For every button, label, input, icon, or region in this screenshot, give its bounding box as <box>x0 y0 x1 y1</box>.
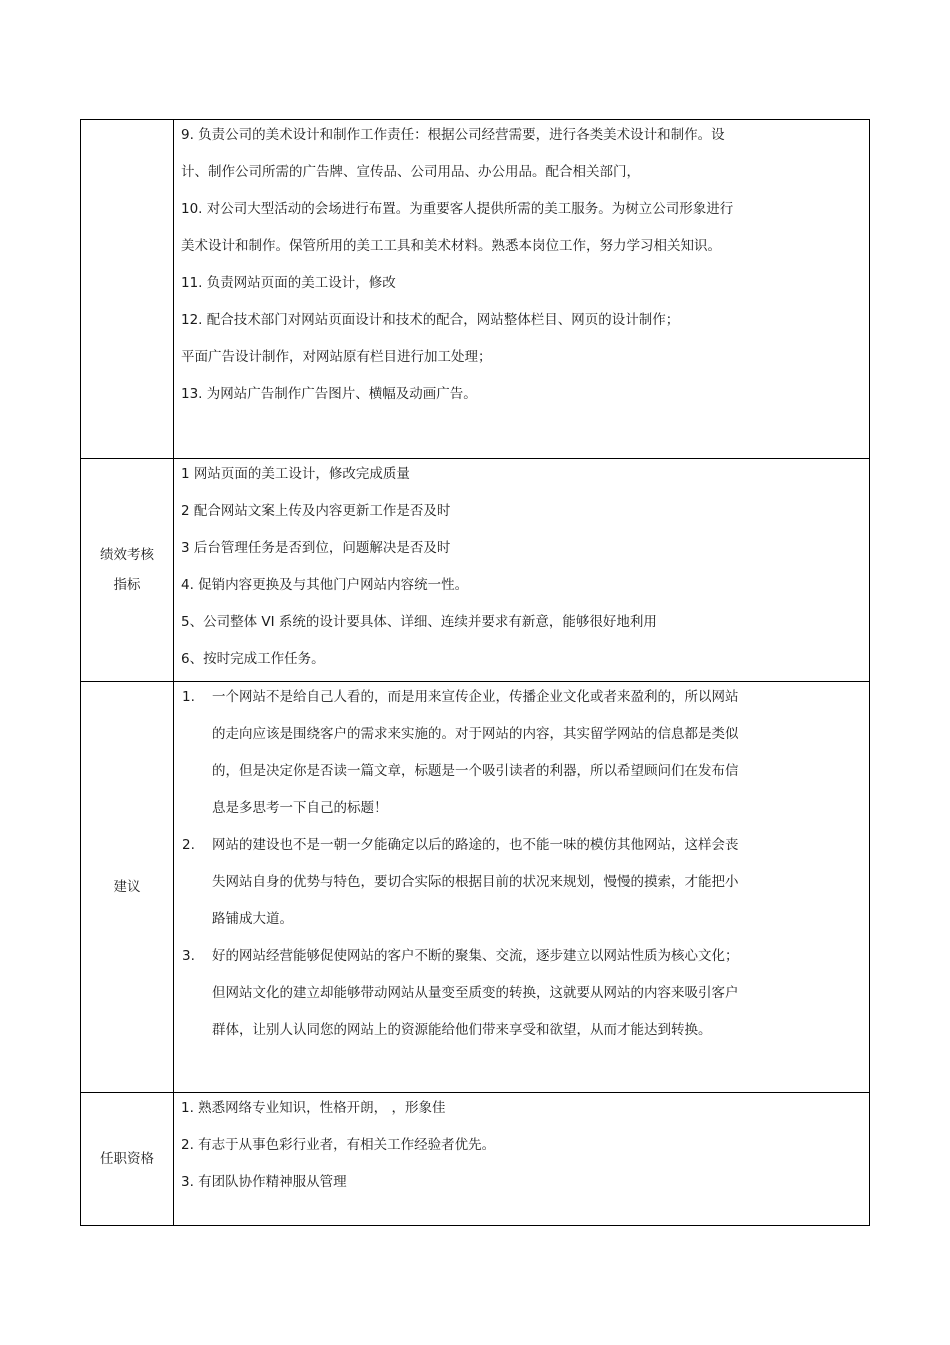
kpi-line: 2 配合网站文案上传及内容更新工作是否及时 <box>181 503 451 519</box>
duty-line: 计、制作公司所需的广告牌、宣传品、公司用品、办公用品。配合相关部门， <box>181 164 640 180</box>
qualifications-row <box>81 1093 870 1226</box>
duty-line: 12. 配合技术部门对网站页面设计和技术的配合，网站整体栏目、网页的设计制作； <box>181 312 680 328</box>
kpi-line: 4. 促销内容更换及与其他门户网站内容统一性。 <box>181 577 469 593</box>
duty-line: 10. 对公司大型活动的会场进行布置。为重要客人提供所需的美工服务。为树立公司形象进行 <box>181 201 734 217</box>
advice-line: 的，但是决定你是否读一篇文章，标题是一个吸引读者的利器，所以希望顾问们在发布信 <box>212 763 739 779</box>
advice-item-number: 2. <box>182 837 195 853</box>
duty-line: 美术设计和制作。保管所用的美工工具和美术材料。熟悉本岗位工作，努力学习相关知识。 <box>181 238 721 254</box>
advice-row <box>81 682 870 1093</box>
kpi-line: 6、按时完成工作任务。 <box>181 651 325 667</box>
advice-item-number: 3. <box>182 948 195 964</box>
kpi-label-line1: 绩效考核 <box>100 547 154 563</box>
advice-line: 但网站文化的建立却能够带动网站从量变至质变的转换，这就要从网站的内容来吸引客户 <box>212 985 739 1001</box>
advice-label-cell <box>81 682 174 1093</box>
qualification-line: 2. 有志于从事色彩行业者，有相关工作经验者优先。 <box>181 1137 496 1153</box>
advice-item <box>181 827 861 938</box>
advice-line: 息是多思考一下自己的标题！ <box>212 800 388 816</box>
advice-item-number: 1. <box>182 689 195 705</box>
advice-line: 一个网站不是给自己人看的，而是用来宣传企业，传播企业文化或者来盈利的，所以网站 <box>212 689 739 705</box>
advice-item <box>181 682 861 827</box>
kpi-content-cell <box>174 459 870 682</box>
qualifications-content-cell <box>174 1093 870 1226</box>
kpi-line: 3 后台管理任务是否到位，问题解决是否及时 <box>181 540 451 556</box>
advice-line: 的走向应该是围绕客户的需求来实施的。对于网站的内容，其实留学网站的信息都是类似 <box>212 726 739 742</box>
qualification-line: 3. 有团队协作精神服从管理 <box>181 1174 347 1190</box>
kpi-label-cell <box>81 459 174 682</box>
kpi-line: 1 网站页面的美工设计，修改完成质量 <box>181 466 410 482</box>
duty-line: 9. 负责公司的美术设计和制作工作责任：根据公司经营需要，进行各类美术设计和制作。设 <box>181 127 725 143</box>
qualifications-label: 任职资格 <box>100 1151 154 1167</box>
advice-line: 群体，让别人认同您的网站上的资源能给他们带来享受和欲望，从而才能达到转换。 <box>212 1022 712 1038</box>
duty-line: 平面广告设计制作，对网站原有栏目进行加工处理； <box>181 349 492 365</box>
advice-line: 网站的建设也不是一朝一夕能确定以后的路途的，也不能一味的模仿其他网站，这样会丧 <box>212 837 739 853</box>
kpi-row <box>81 459 870 682</box>
kpi-line: 5、公司整体 VI 系统的设计要具体、详细、连续并要求有新意，能够很好地利用 <box>181 614 657 630</box>
advice-content-cell <box>174 682 870 1093</box>
duties-row <box>81 120 870 459</box>
advice-line: 失网站自身的优势与特色，要切合实际的根据目前的状况来规划，慢慢的摸索，才能把小 <box>212 874 739 890</box>
duty-line: 11. 负责网站页面的美工设计，修改 <box>181 275 396 291</box>
advice-line: 路铺成大道。 <box>212 911 293 927</box>
advice-line: 好的网站经营能够促使网站的客户不断的聚集、交流，逐步建立以网站性质为核心文化； <box>212 948 739 964</box>
advice-item <box>181 938 861 1049</box>
duties-content-cell <box>174 120 870 459</box>
qualification-line: 1. 熟悉网络专业知识，性格开朗， ，形象佳 <box>181 1100 446 1116</box>
job-description-table <box>80 119 870 1226</box>
advice-label: 建议 <box>113 879 141 895</box>
duties-label-cell <box>81 120 174 459</box>
kpi-label-line2: 指标 <box>113 577 141 593</box>
advice-list <box>181 682 861 1049</box>
qualifications-label-cell <box>81 1093 174 1226</box>
duty-line: 13. 为网站广告制作广告图片、横幅及动画广告。 <box>181 386 477 402</box>
